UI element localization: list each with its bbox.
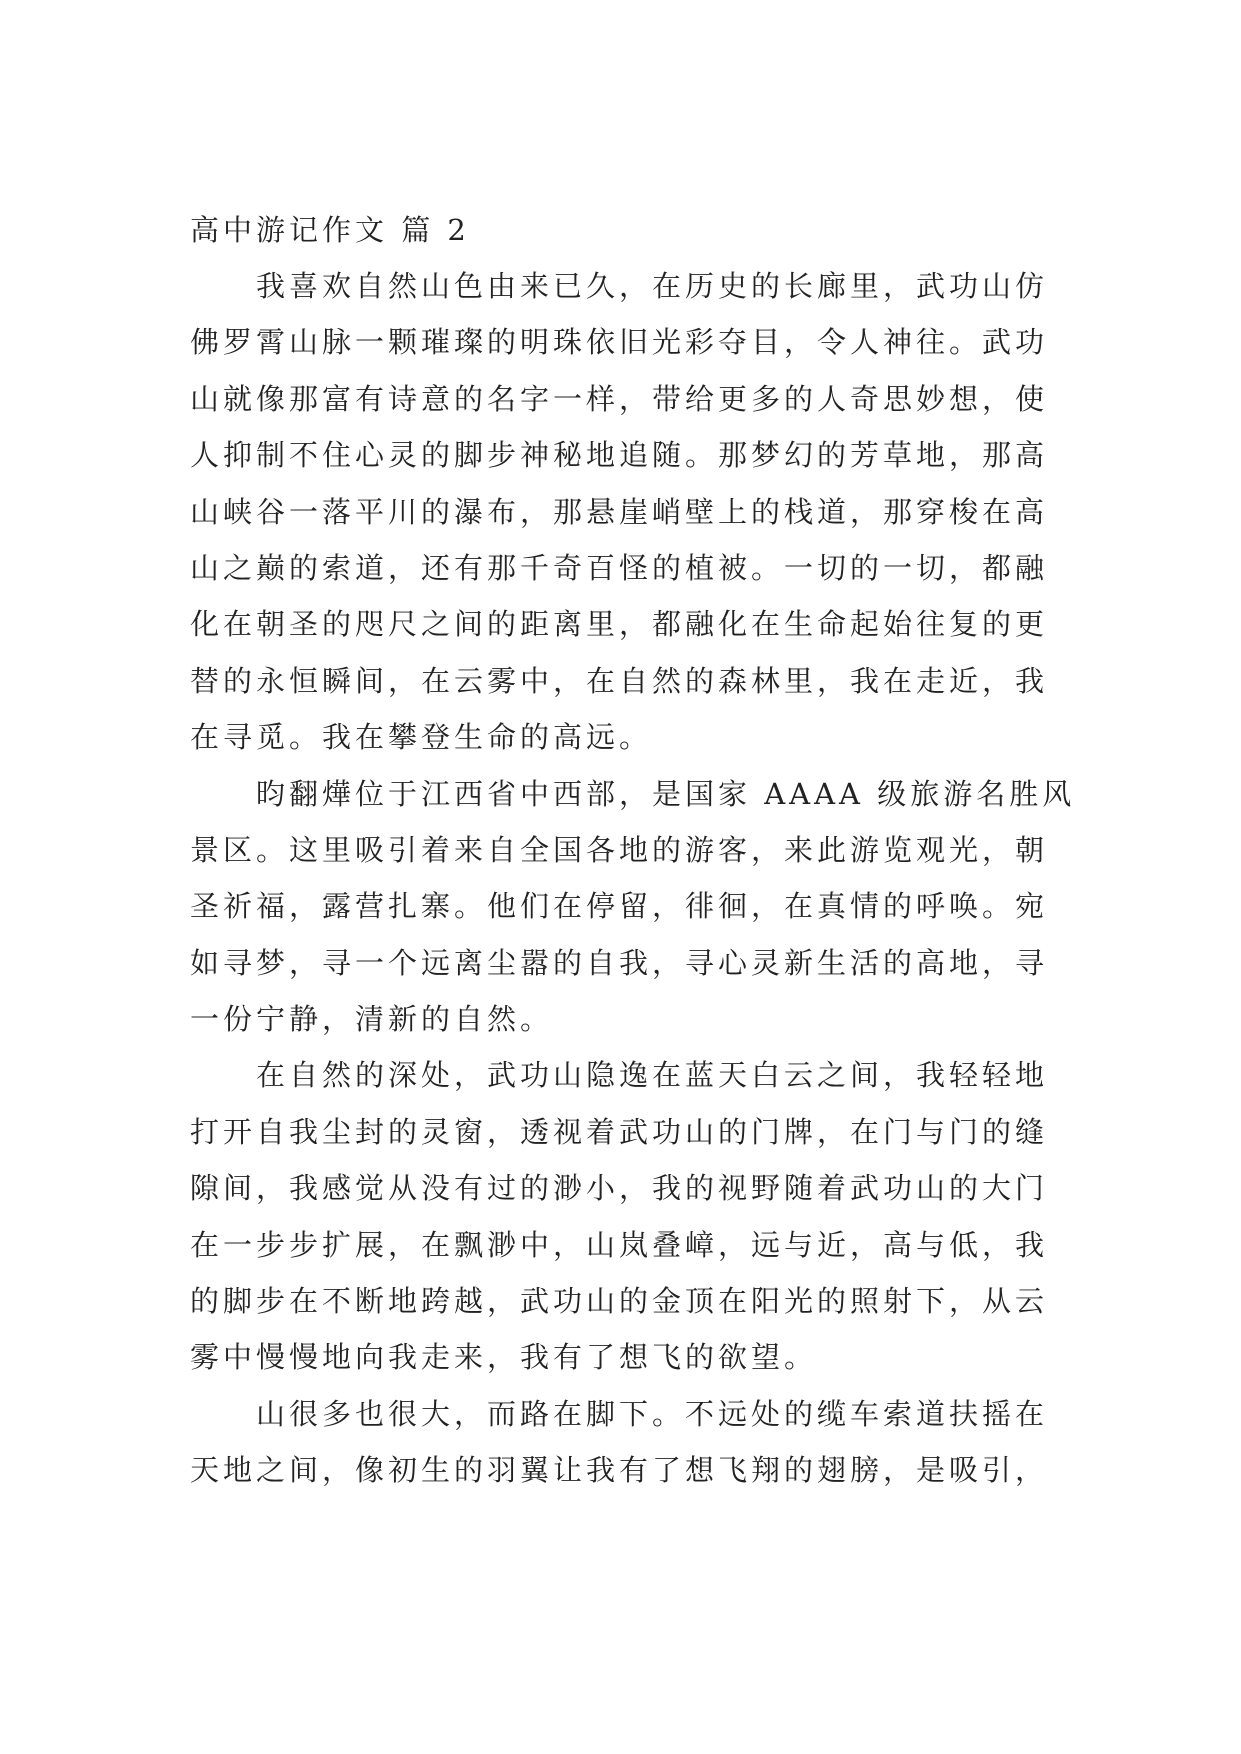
- text-line: 天地之间，像初生的羽翼让我有了想飞翔的翅膀，是吸引，: [190, 1453, 1049, 1488]
- text-line: 在自然的深处，武功山隐逸在蓝天白云之间，我轻轻地: [256, 1058, 1049, 1093]
- text-line: 我喜欢自然山色由来已久，在历史的长廊里，武功山仿: [256, 269, 1049, 303]
- text-line: 佛罗霄山脉一颗璀璨的明珠依旧光彩夺目，令人神往。武功: [190, 325, 1049, 360]
- text-line: 如寻梦，寻一个远离尘嚣的自我，寻心灵新生活的高地，寻: [190, 945, 1049, 980]
- text-line: 的脚步在不断地跨越，武功山的金顶在阳光的照射下，从云: [190, 1284, 1049, 1319]
- document-body: [190, 202, 1076, 1499]
- text-line: 山峡谷一落平川的瀑布，那悬崖峭壁上的栈道，那穿梭在高: [190, 494, 1049, 529]
- paragraph-3: [190, 1047, 1050, 1385]
- text-line: 隙间，我感觉从没有过的渺小，我的视野随着武功山的大门: [190, 1171, 1049, 1206]
- text-line: 景区。这里吸引着来自全国各地的游客，来此游览观光，朝: [190, 832, 1049, 867]
- text-line: 雾中慢慢地向我走来，我有了想飞的欲望。: [190, 1340, 818, 1375]
- paragraph-2: [190, 766, 1076, 1048]
- essay-title: 高中游记作文 篇 2: [190, 213, 470, 247]
- paragraph-4: [190, 1386, 1050, 1499]
- text-line: 山很多也很大，而路在脚下。不远处的缆车索道扶摇在: [256, 1396, 1049, 1431]
- text-line: 化在朝圣的咫尺之间的距离里，都融化在生命起始往复的更: [190, 607, 1049, 642]
- text-line: 山之巅的索道，还有那千奇百怪的植被。一切的一切，都融: [190, 550, 1049, 585]
- paragraph-1: [190, 258, 1050, 766]
- text-line: 打开自我尘封的灵窗，透视着武功山的门牌，在门与门的缝: [190, 1114, 1049, 1149]
- text-line: 一份宁静，清新的自然。: [190, 1002, 554, 1037]
- text-line: 昀翻燁位于江西省中西部，是国家 AAAA 级旅游名胜风: [256, 776, 1076, 811]
- text-line: 在寻觅。我在攀登生命的高远。: [190, 720, 653, 755]
- text-line: 圣祈福，露营扎寨。他们在停留，徘徊，在真情的呼唤。宛: [190, 889, 1049, 924]
- text-line: 山就像那富有诗意的名字一样，带给更多的人奇思妙想，使: [190, 381, 1049, 416]
- text-line: 替的永恒瞬间，在云雾中，在自然的森林里，我在走近，我: [190, 663, 1049, 698]
- text-line: 人抑制不住心灵的脚步神秘地追随。那梦幻的芳草地，那高: [190, 438, 1049, 473]
- text-line: 在一步步扩展，在飘渺中，山岚叠嶂，远与近，高与低，我: [190, 1227, 1049, 1262]
